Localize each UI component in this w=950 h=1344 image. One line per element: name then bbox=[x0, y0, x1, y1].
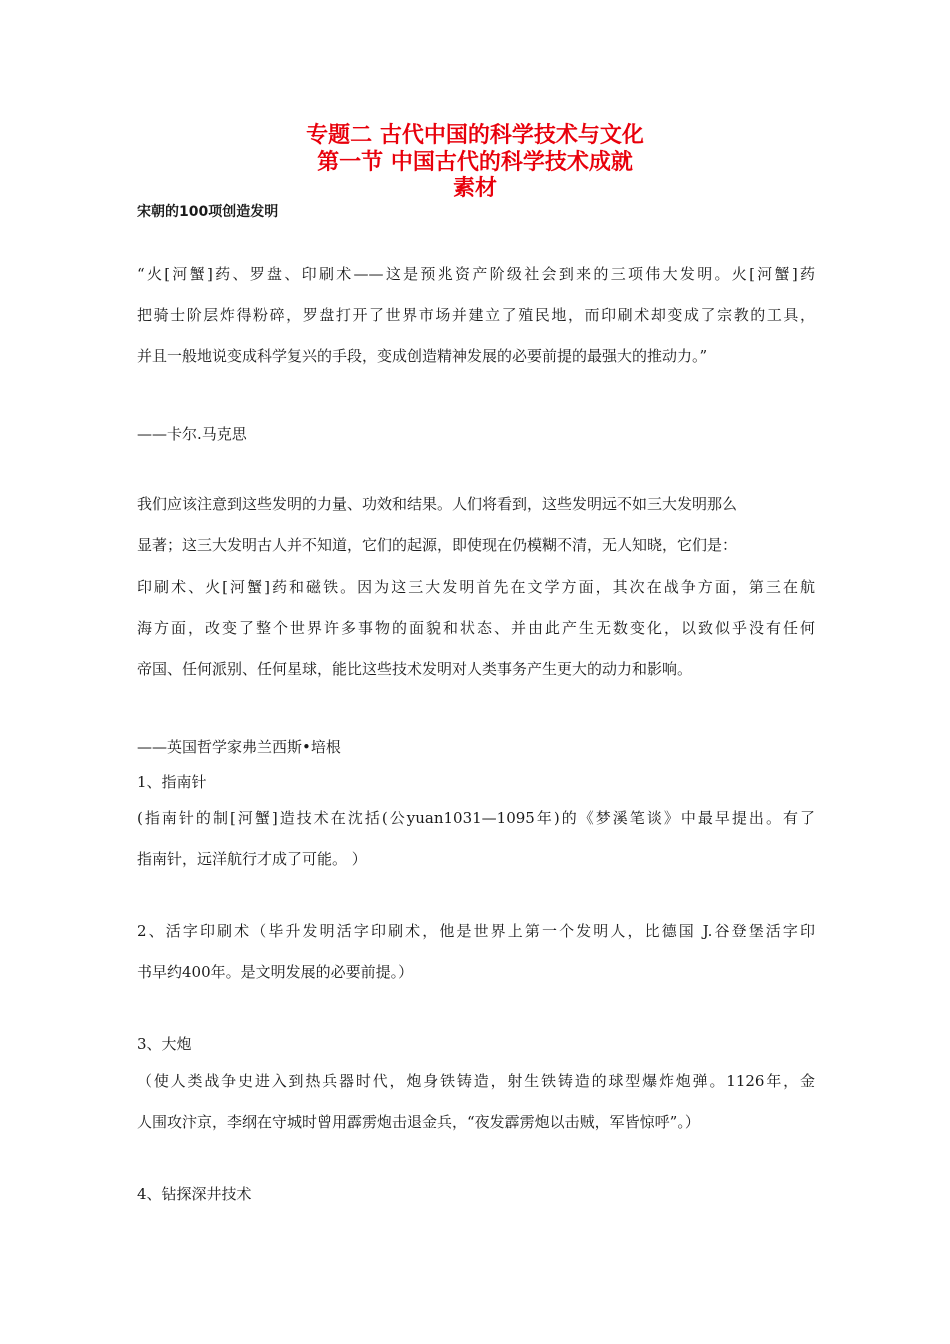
subheading: 宋朝的100项创造发明 bbox=[137, 204, 279, 220]
bacon-attribution: ——英国哲学家弗兰西斯•培根 bbox=[137, 738, 341, 756]
invention-text-line: (指南针的制[河蟹]造技术在沈括(公yuan1031—1095年)的《梦溪笔谈》中最早提出。有了 bbox=[137, 809, 815, 827]
bacon-quote-line: 我们应该注意到这些发明的力量、功效和结果。人们将看到，这些发明远不如三大发明那么 bbox=[137, 495, 738, 513]
bacon-quote-line: 帝国、任何派别、任何星球，能比这些技术发明对人类事务产生更大的动力和影响。 bbox=[137, 660, 693, 678]
title-line-3: 素材 bbox=[452, 176, 497, 201]
marx-quote-line: “火[河蟹]药、罗盘、印刷术——这是预兆资产阶级社会到来的三项伟大发明。火[河蟹]药 bbox=[137, 265, 815, 283]
invention-heading: 4、钻探深井技术 bbox=[137, 1185, 252, 1203]
title-line-1: 专题二 古代中国的科学技术与文化 bbox=[306, 123, 644, 148]
title-line-2: 第一节 中国古代的科学技术成就 bbox=[317, 150, 633, 175]
bacon-quote-line: 显著；这三大发明古人并不知道，它们的起源，即使现在仍模糊不清，无人知晓，它们是： bbox=[137, 536, 738, 554]
invention-text-line: （使人类战争史进入到热兵器时代，炮身铁铸造，射生铁铸造的球型爆炸炮弹。1126年，金 bbox=[137, 1072, 815, 1090]
invention-text-line: 书早约400年。是文明发展的必要前提。） bbox=[137, 963, 414, 981]
bacon-quote-line: 海方面，改变了整个世界许多事物的面貌和状态、并由此产生无数变化，以致似乎没有任何 bbox=[137, 619, 815, 637]
marx-quote-line: 并且一般地说变成科学复兴的手段，变成创造精神发展的必要前提的最强大的推动力。” bbox=[137, 347, 708, 365]
invention-heading: 1、指南针 bbox=[137, 773, 207, 791]
invention-heading: 3、大炮 bbox=[137, 1035, 192, 1053]
invention-text-line: 2、活字印刷术（毕升发明活字印刷术，他是世界上第一个发明人，比德国 J.谷登堡活字印 bbox=[137, 922, 815, 940]
bacon-quote-line: 印刷术、火[河蟹]药和磁铁。因为这三大发明首先在文学方面，其次在战争方面，第三在航 bbox=[137, 578, 815, 596]
invention-text-line: 人围攻汴京，李纲在守城时曾用霹雳炮击退金兵，“夜发霹雳炮以击贼，军皆惊呼”。） bbox=[137, 1113, 700, 1131]
invention-text-line: 指南针，远洋航行才成了可能。 ） bbox=[137, 850, 367, 868]
marx-quote-line: 把骑士阶层炸得粉碎，罗盘打开了世界市场并建立了殖民地，而印刷术却变成了宗教的工具， bbox=[137, 306, 815, 324]
marx-attribution: ——卡尔.马克思 bbox=[137, 425, 247, 443]
